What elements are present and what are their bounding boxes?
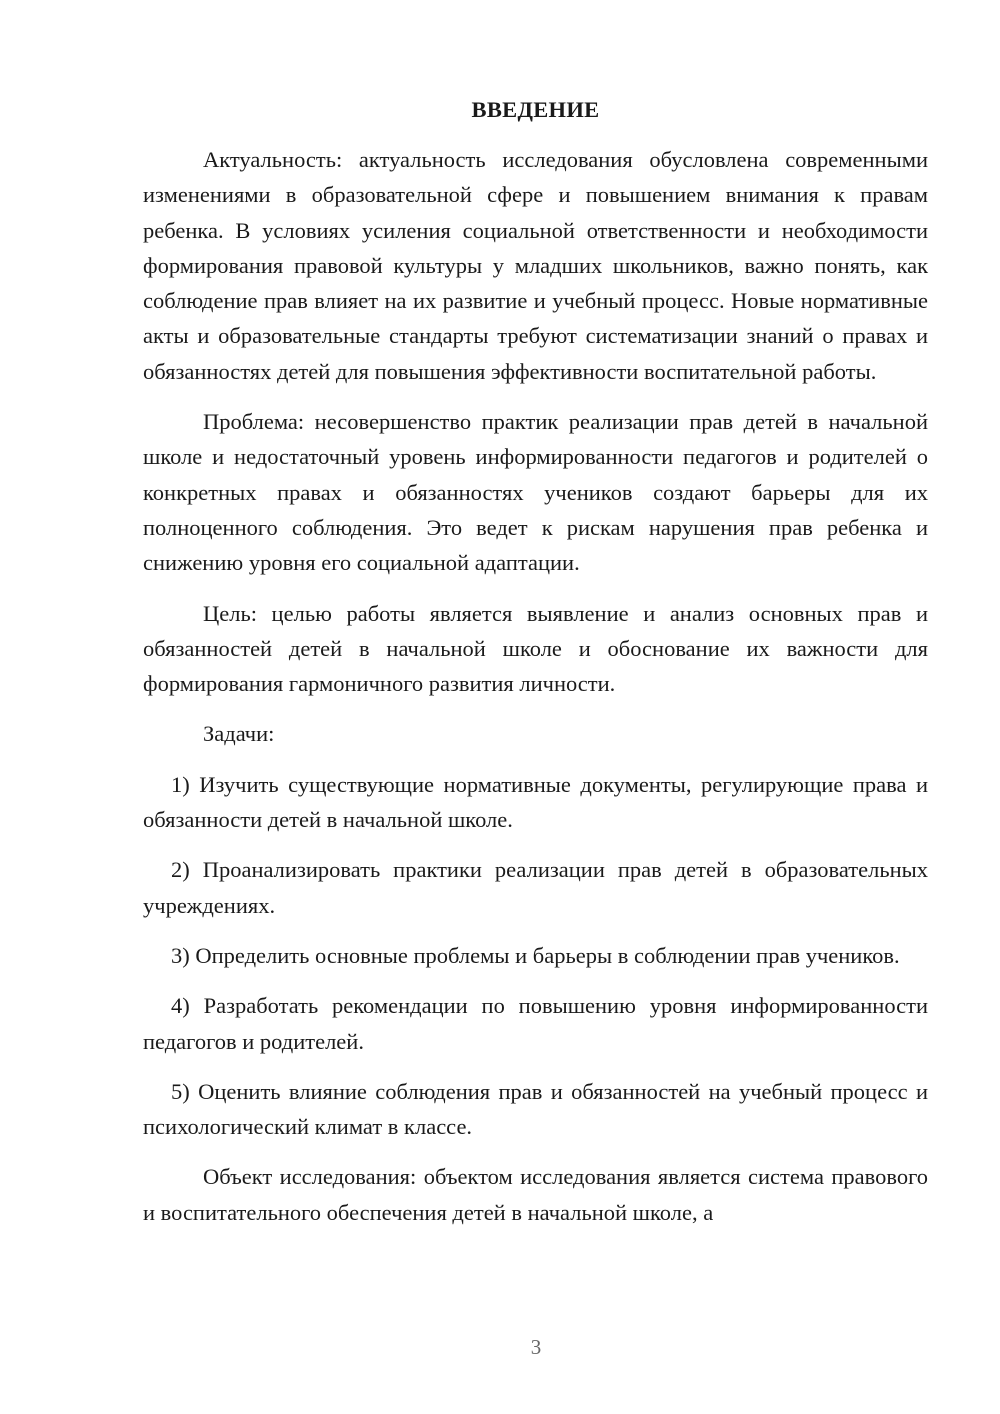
paragraph-goal: Цель: целью работы является выявление и анализ основных прав и обязанностей детей в начальной школе и обоснование их важности для формирования гармоничного развития личности.	[143, 600, 928, 697]
task-item-1: 1) Изучить существующие нормативные документы, регулирующие права и обязанности детей в начальной школе.	[143, 771, 928, 833]
page-content	[143, 92, 928, 1230]
section-title: ВВЕДЕНИЕ	[471, 97, 600, 122]
task-item-2: 2) Проанализировать практики реализации прав детей в образовательных учреждениях.	[143, 857, 928, 918]
task-item-5: 5) Оценить влияние соблюдения прав и обязанностей на учебный процесс и психологический климат в классе.	[143, 1078, 928, 1140]
task-item-3: 3) Определить основные проблемы и барьеры в соблюдении прав учеников.	[171, 942, 900, 968]
page-number: 3	[530, 1335, 542, 1359]
paragraph-problem: Проблема: несовершенство практик реализации прав детей в начальной школе и недостаточный уровень информированности педагогов и родителей о конкретных правах и обязанностях учеников создают барьеры для их полноценного соблюдения. Это ведет к рискам нарушения прав ребенка и снижению уровня его социальной адаптации.	[143, 409, 928, 576]
task-item-4: 4) Разработать рекомендации по повышению уровня информированности педагогов и родителей.	[143, 993, 928, 1054]
paragraph-object: Объект исследования: объектом исследования является система правового и воспитательного обеспечения детей в начальной школе, а	[143, 1164, 928, 1225]
tasks-heading: Задачи:	[203, 721, 275, 747]
paragraph-relevance: Актуальность: актуальность исследования обусловлена современными изменениями в образовательной сфере и повышением внимания к правам ребенка. В условиях усиления социальной ответственности и необходимости формирования правовой культуры у младших школьников, важно понять, как соблюдение прав влияет на их развитие и учебный процесс. Новые нормативные акты и образовательные стандарты требуют систематизации знаний о правах и обязанностях детей для повышения эффективности воспитательной работы.	[143, 147, 928, 384]
